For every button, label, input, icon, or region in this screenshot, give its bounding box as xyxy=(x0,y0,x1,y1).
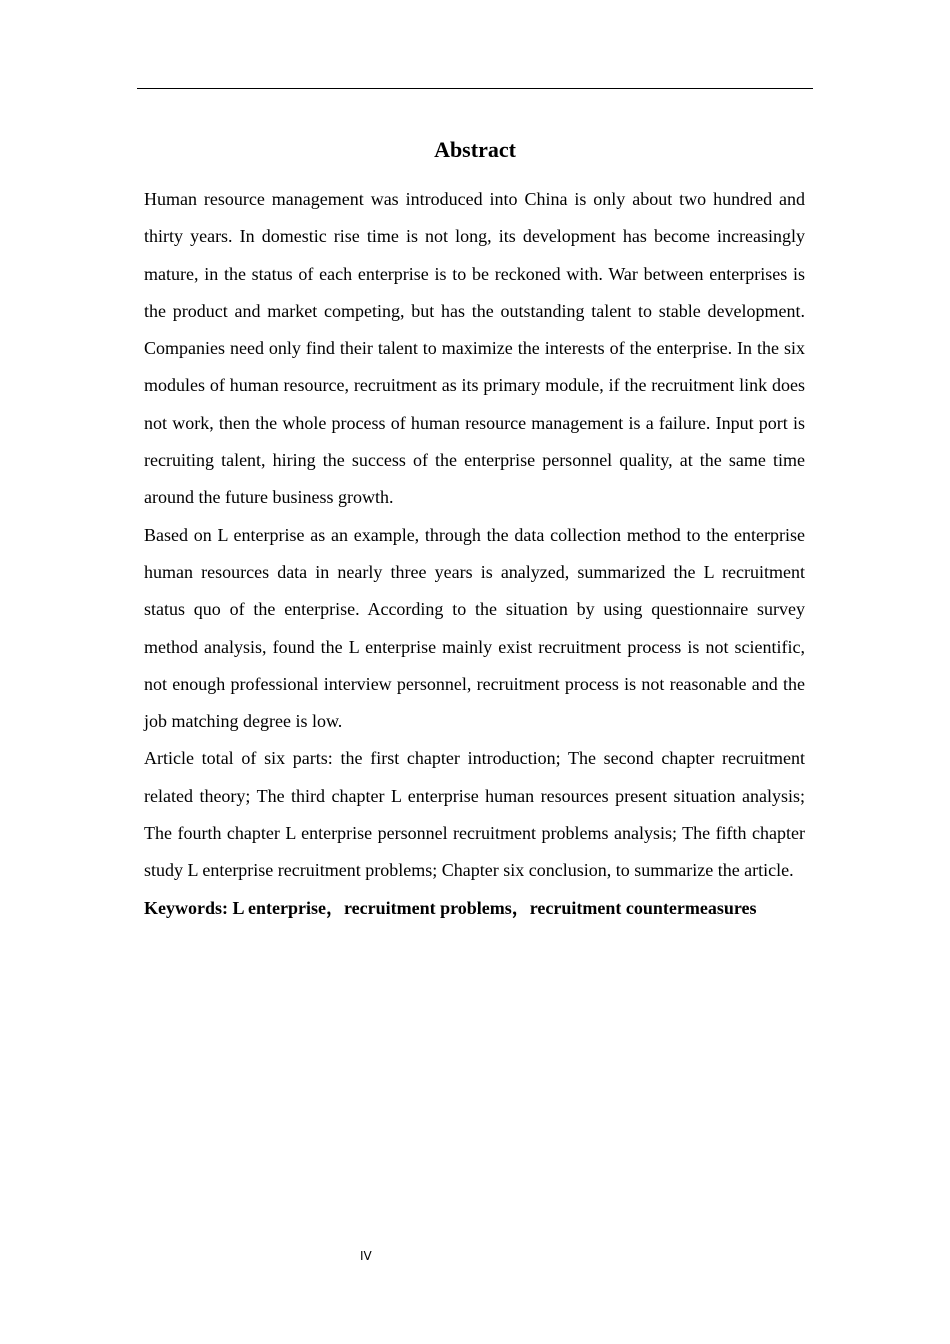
abstract-paragraph-2: Based on L enterprise as an example, through the data collection method to the enterprise human resources data in nearly three years is analyzed, summarized the L recruitment status quo of the enterprise. According to the situation by using questionnaire survey method analysis, found the L enterprise mainly exist recruitment process is not scientific, not enough professional interview personnel, recruitment process is not reasonable and the job matching degree is low. xyxy=(144,524,805,732)
abstract-title: Abstract xyxy=(434,137,516,162)
abstract-paragraph-1: Human resource management was introduced into China is only about two hundred and thirty years. In domestic rise time is not long, its development has become increasingly mature, in the status of each enterprise is to be reckoned with. War between enterprises is the product and market competing, but has the outstanding talent to stable development. Companies need only find their talent to maximize the interests of the enterprise. In the six modules of human resource, recruitment as its primary module, if the recruitment link does not work, then the whole process of human resource management is a failure. Input port is recruiting talent, hiring the success of the enterprise personnel quality, at the same time around the future business growth. xyxy=(144,189,805,508)
header-rule xyxy=(137,88,813,89)
keywords-line: Keywords: L enterprise，recruitment problems，recruitment countermeasures xyxy=(144,897,757,918)
abstract-paragraph-3: Article total of six parts: the first chapter introduction; The second chapter recruitment related theory; The third chapter L enterprise human resources present situation analysis; The fourth chapter L enterprise personnel recruitment problems analysis; The fifth chapter study L enterprise recruitment problems; Chapter six conclusion, to summarize the article. xyxy=(144,748,805,881)
abstract-body xyxy=(144,181,805,927)
page-number: IV xyxy=(360,1249,372,1263)
